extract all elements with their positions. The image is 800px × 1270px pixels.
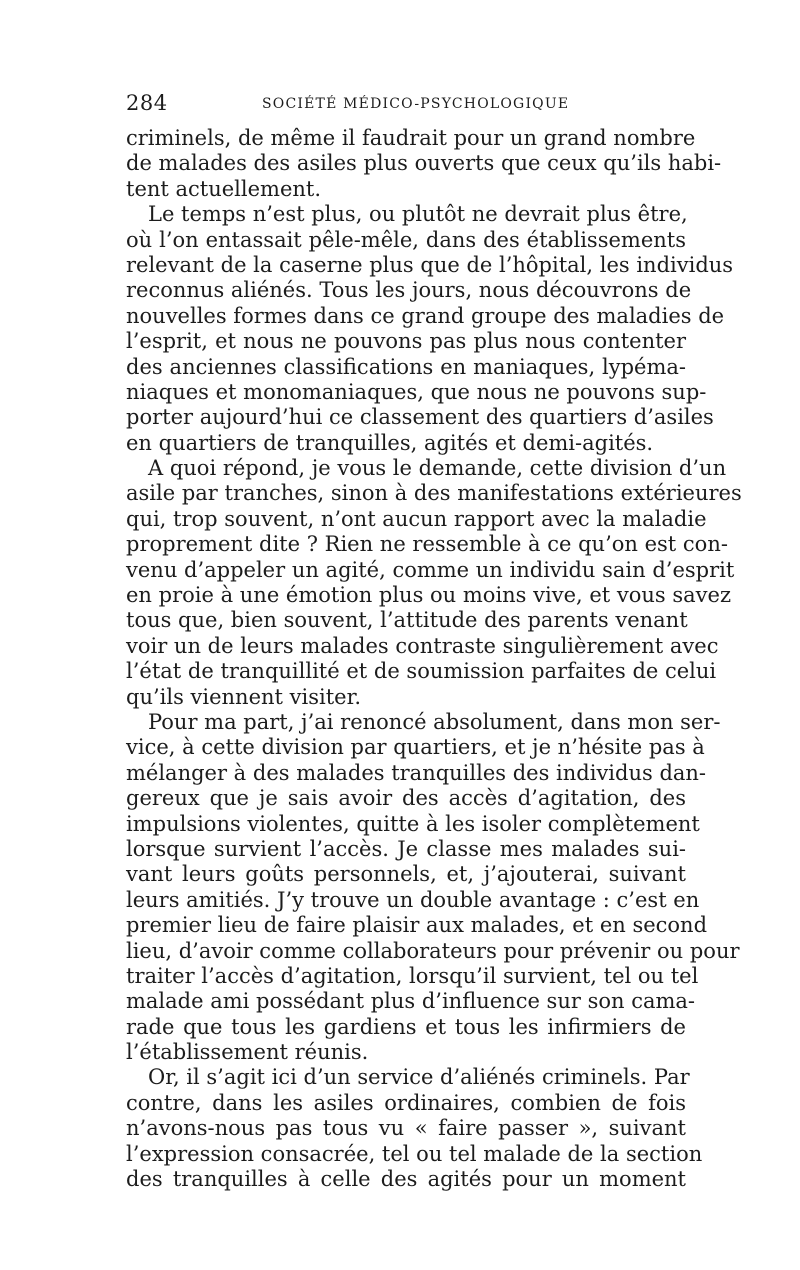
- text-line: des tranquilles à celle des agités pour un moment: [126, 1167, 686, 1192]
- text-line: qu’ils viennent visiter.: [126, 684, 361, 709]
- text-line: A quoi répond, je vous le demande, cette division d’un: [148, 456, 727, 481]
- text-line: en proie à une émotion plus ou moins vive, et vous savez: [126, 583, 732, 608]
- running-head: SOCIÉTÉ MÉDICO-PSYCHOLOGIQUE: [262, 96, 570, 112]
- text-line: asile par tranches, sinon à des manifestations extérieures: [126, 481, 742, 506]
- text-line: l’état de tranquillité et de soumission parfaites de celui: [126, 659, 717, 684]
- text-line: niaques et monomaniaques, que nous ne pouvons sup-: [126, 379, 707, 404]
- text-line: gereux que je sais avoir des accès d’agitation, des: [126, 786, 686, 811]
- text-line: mélanger à des malades tranquilles des individus dan-: [126, 760, 707, 785]
- text-line: impulsions violentes, quitte à les isoler complètement: [126, 811, 700, 836]
- page-header: [126, 90, 686, 120]
- text-line: contre, dans les asiles ordinaires, combien de fois: [126, 1090, 686, 1115]
- text-line: Pour ma part, j’ai renoncé absolument, dans mon ser-: [148, 709, 721, 734]
- text-line: qui, trop souvent, n’ont aucun rapport avec la maladie: [126, 506, 707, 531]
- text-line: l’expression consacrée, tel ou tel malade de la section: [126, 1141, 703, 1166]
- text-line: relevant de la caserne plus que de l’hôpital, les individus: [126, 252, 734, 277]
- text-line: où l’on entassait pêle-mêle, dans des établissements: [126, 227, 686, 252]
- text-line: voir un de leurs malades contraste singulièrement avec: [126, 633, 719, 658]
- text-line: l’établissement réunis.: [126, 1040, 369, 1065]
- text-line: l’esprit, et nous ne pouvons pas plus nous contenter: [126, 329, 686, 354]
- text-line: de malades des asiles plus ouverts que ceux qu’ils habi-: [126, 151, 722, 176]
- text-line: tous que, bien souvent, l’attitude des parents venant: [126, 608, 688, 633]
- text-line: vice, à cette division par quartiers, et je n’hésite pas à: [126, 735, 705, 760]
- text-line: criminels, de même il faudrait pour un grand nombre: [126, 126, 696, 150]
- text-line: des anciennes classifications en maniaques, lypéma-: [126, 354, 686, 379]
- text-line: proprement dite ? Rien ne ressemble à ce qu’on est con-: [126, 532, 728, 557]
- text-line: en quartiers de tranquilles, agités et demi-agités.: [126, 430, 654, 455]
- text-line: Le temps n’est plus, ou plutôt ne devrait plus être,: [148, 202, 688, 227]
- text-line: tent actuellement.: [126, 176, 322, 201]
- body-text: [126, 126, 742, 1192]
- text-line: venu d’appeler un agité, comme un individu sain d’esprit: [126, 557, 735, 582]
- text-line: rade que tous les gardiens et tous les infirmiers de: [126, 1014, 686, 1039]
- text-line: lieu, d’avoir comme collaborateurs pour prévenir ou pour: [126, 938, 740, 963]
- text-line: malade ami possédant plus d’influence sur son cama-: [126, 989, 695, 1014]
- text-line: lorsque survient l’accès. Je classe mes malades sui-: [126, 836, 686, 861]
- text-line: reconnus aliénés. Tous les jours, nous découvrons de: [126, 278, 692, 303]
- page-number: 284: [126, 91, 168, 115]
- text-line: porter aujourd’hui ce classement des quartiers d’asiles: [126, 405, 714, 430]
- text-line: Or, il s’agit ici d’un service d’aliénés criminels. Par: [148, 1065, 690, 1090]
- text-line: n’avons-nous pas tous vu « faire passer », suivant: [126, 1116, 686, 1141]
- text-line: vant leurs goûts personnels, et, j’ajouterai, suivant: [126, 862, 686, 887]
- text-line: nouvelles formes dans ce grand groupe des maladies de: [126, 303, 725, 328]
- text-line: traiter l’accès d’agitation, lorsqu’il survient, tel ou tel: [126, 963, 699, 988]
- text-line: leurs amitiés. J’y trouve un double avantage : c’est en: [126, 887, 700, 912]
- text-line: premier lieu de faire plaisir aux malades, et en second: [126, 913, 708, 938]
